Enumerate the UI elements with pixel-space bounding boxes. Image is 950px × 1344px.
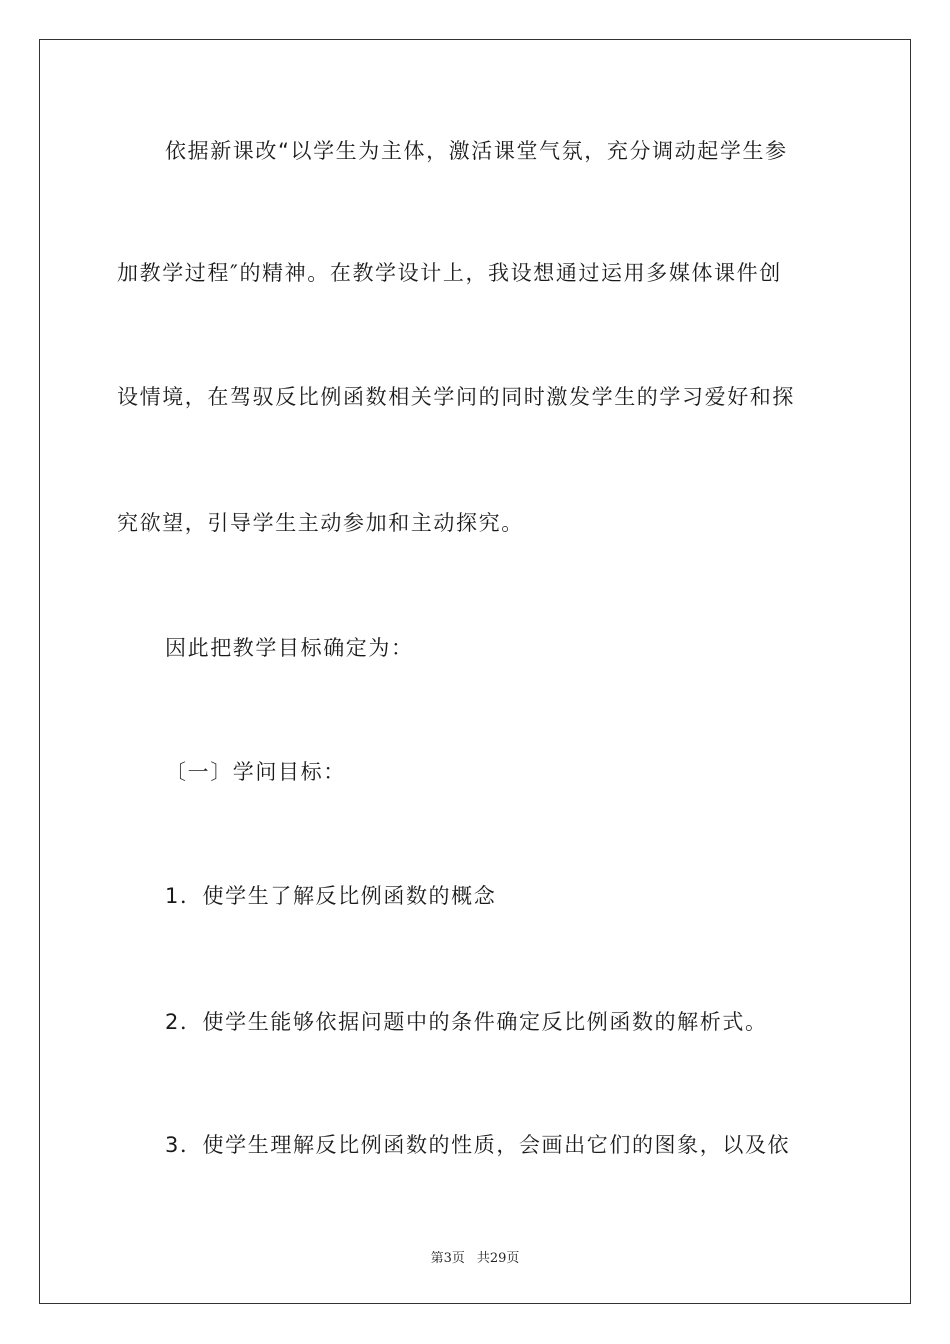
paragraph-line: 设情境，在驾驭反比例函数相关学问的同时激发学生的学习爱好和探 — [117, 385, 795, 409]
paragraph-line: 究欲望，引导学生主动参加和主动探究。 — [117, 511, 524, 535]
page-border — [39, 39, 911, 1304]
paragraph-line: 依据新课改“以学生为主体，激活课堂气氛，充分调动起学生参 — [165, 139, 788, 163]
list-item: 2．使学生能够依据问题中的条件确定反比例函数的解析式。 — [165, 1010, 768, 1034]
page-footer — [0, 1247, 950, 1266]
list-item: 1．使学生了解反比例函数的概念 — [165, 884, 497, 908]
section-heading: 〔一〕学问目标： — [165, 760, 346, 784]
page-number: 第3页 — [430, 1251, 465, 1266]
page-total: 共29页 — [476, 1251, 520, 1266]
list-item: 3．使学生理解反比例函数的性质，会画出它们的图象，以及依 — [165, 1133, 791, 1157]
paragraph-line: 加教学过程″的精神。在教学设计上，我设想通过运用多媒体课件创 — [117, 261, 782, 285]
paragraph-line: 因此把教学目标确定为： — [165, 636, 414, 660]
